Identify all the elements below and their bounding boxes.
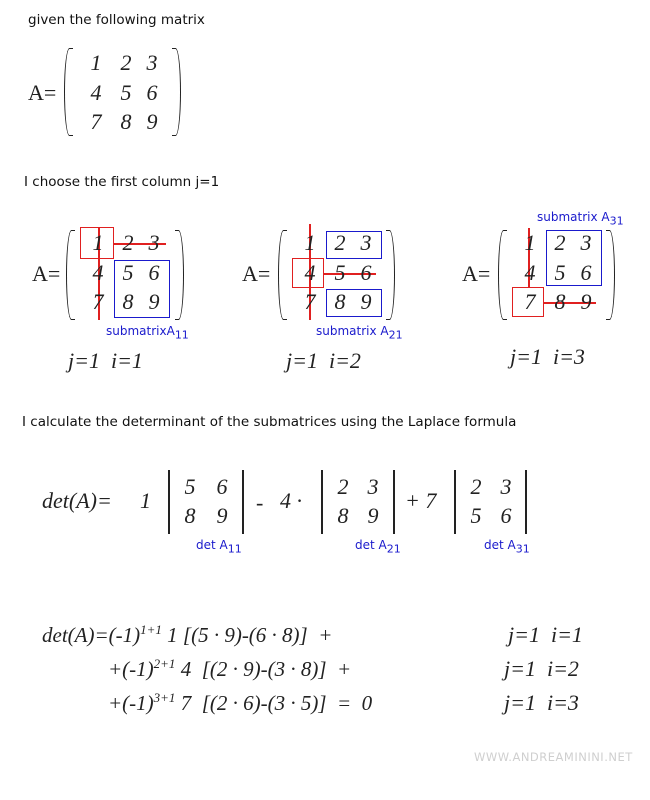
matrix-cell: 5	[334, 260, 346, 285]
det-cell: 3	[500, 474, 512, 499]
intro-text: given the following matrix	[28, 12, 205, 28]
left-paren	[498, 230, 507, 320]
matrix-cell: 4	[304, 260, 316, 285]
matrix-cell: 9	[360, 289, 372, 314]
watermark: WWW.ANDREAMININI.NET	[474, 750, 633, 764]
matrix-cell: 9	[146, 109, 158, 134]
submatrix-caption: submatrix $A_{31}$	[537, 210, 624, 228]
det-cell: 8	[337, 503, 349, 528]
left-paren	[66, 230, 75, 320]
matrix-cell: 2	[554, 230, 566, 255]
right-paren	[606, 230, 615, 320]
det-bar-right	[525, 470, 527, 534]
matrix-cell: 9	[580, 289, 592, 314]
right-paren	[172, 48, 181, 136]
det-bar-left	[454, 470, 456, 534]
det-cell: 6	[500, 503, 512, 528]
submatrix-caption: submatrixA$_{11}$	[106, 324, 189, 342]
matrix-cell: 6	[360, 260, 372, 285]
matrix-cell: 3	[146, 50, 158, 75]
det-bar-left	[168, 470, 170, 534]
matrix-cell: 7	[524, 289, 536, 314]
det-cell: 5	[470, 503, 482, 528]
expansion-line-3: $+(-1)^{3+1}$ 7 [(2 · 6)-(3 · 5)] = 0	[108, 690, 373, 715]
matrix-cell: 6	[148, 260, 160, 285]
matrix-cell: 5	[122, 260, 134, 285]
matrix-cell: 5	[120, 80, 132, 105]
step2-text: I calculate the determinant of the submatrices using the Laplace formula	[22, 414, 517, 430]
matrix-label: A=	[462, 261, 491, 286]
det-cell: 3	[367, 474, 379, 499]
matrix-cell: 7	[304, 289, 316, 314]
coef-3: + 7	[405, 488, 437, 513]
indices-label: j=1 i=2	[286, 348, 361, 373]
det-caption: $\det A_{21}$	[355, 538, 401, 556]
matrix-cell: 9	[148, 289, 160, 314]
det-bar-right	[393, 470, 395, 534]
matrix-cell: 1	[90, 50, 102, 75]
matrix-cell: 1	[524, 230, 536, 255]
matrix-cell: 4	[90, 80, 102, 105]
matrix-cell: 2	[120, 50, 132, 75]
matrix-cell: 8	[122, 289, 134, 314]
expansion-line-1: $\det(A)=(-1)^{1+1}$ 1 [(5 · 9)-(6 · 8)] +	[42, 622, 333, 647]
matrix-cell: 1	[304, 230, 316, 255]
det-cell: 9	[367, 503, 379, 528]
det-caption: $\det A_{31}$	[484, 538, 530, 556]
coef-2: 4 ·	[280, 488, 302, 513]
det-cell: 2	[470, 474, 482, 499]
left-paren	[278, 230, 287, 320]
right-paren	[386, 230, 395, 320]
matrix-cell: 6	[580, 260, 592, 285]
matrix-cell: 4	[92, 260, 104, 285]
right-paren	[175, 230, 184, 320]
indices-label: j=1 i=3	[504, 690, 579, 715]
matrix-cell: 7	[92, 289, 104, 314]
matrix-cell: 3	[148, 230, 160, 255]
det-cell: 9	[216, 503, 228, 528]
matrix-label: A=	[242, 261, 271, 286]
matrix-cell: 4	[524, 260, 536, 285]
det-cell: 5	[184, 474, 196, 499]
indices-label: j=1 i=3	[510, 344, 585, 369]
det-lhs: det(A)=	[42, 488, 112, 513]
op-minus: -	[256, 490, 264, 515]
matrix-cell: 5	[554, 260, 566, 285]
matrix-cell: 7	[90, 109, 102, 134]
matrix-cell: 8	[120, 109, 132, 134]
matrix-cell: 1	[92, 230, 104, 255]
matrix-cell: 6	[146, 80, 158, 105]
matrix-cell: 8	[334, 289, 346, 314]
det-bar-right	[242, 470, 244, 534]
matrix-cell: 2	[122, 230, 134, 255]
det-caption: $\det A_{11}$	[196, 538, 242, 556]
indices-label: j=1 i=2	[504, 656, 579, 681]
left-paren	[64, 48, 73, 136]
det-cell: 2	[337, 474, 349, 499]
matrix-cell: 3	[360, 230, 372, 255]
step1-text: I choose the first column j=1	[24, 174, 220, 190]
coef-1: 1	[140, 488, 151, 513]
matrix-cell: 2	[334, 230, 346, 255]
matrix-label: A=	[28, 80, 57, 105]
expansion-line-2: $+(-1)^{2+1}$ 4 [(2 · 9)-(3 · 8)] +	[108, 656, 352, 681]
indices-label: j=1 i=1	[508, 622, 583, 647]
matrix-cell: 3	[580, 230, 592, 255]
submatrix-caption: submatrix $A_{21}$	[316, 324, 403, 342]
matrix-label: A=	[32, 261, 61, 286]
det-cell: 6	[216, 474, 228, 499]
matrix-cell: 8	[554, 289, 566, 314]
det-bar-left	[321, 470, 323, 534]
indices-label: j=1 i=1	[68, 348, 143, 373]
det-cell: 8	[184, 503, 196, 528]
